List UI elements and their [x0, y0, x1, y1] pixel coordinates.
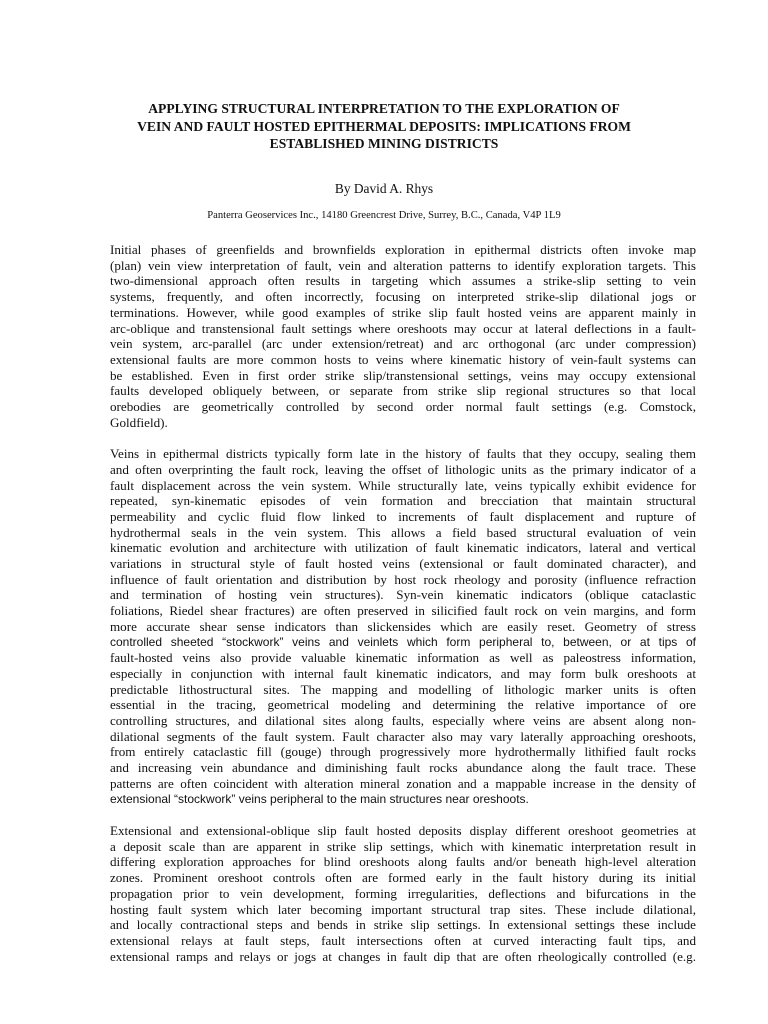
text-line: and locally contractional steps and bends in strike slip settings. In extensional settings these include — [110, 917, 696, 933]
text-line: be established. Even in first order strike slip/transtensional settings, veins may occupy extensional — [110, 367, 696, 383]
text-line: permeability and cyclic fluid flow linked to increments of fault displacement and rupture of — [110, 508, 696, 524]
author-affiliation: Panterra Geoservices Inc., 14180 Greencrest Drive, Surrey, B.C., Canada, V4P 1L9 — [207, 210, 561, 221]
text-line: foliations, Riedel shear fractures) are often preserved in silicified fault rock on vein margins, and form — [110, 603, 696, 619]
abstract-body — [110, 242, 696, 980]
text-line: variations in structural style of fault hosted veins (extensional or fault dominated character), and — [110, 556, 696, 572]
text-line: controlling structures, and dilational sites along faults, especially where veins are absent along non- — [110, 713, 696, 729]
paper-title — [100, 100, 668, 153]
text-line: and often overprinting the fault rock, leaving the offset of lithologic units as the primary indicator of a — [110, 461, 696, 477]
text-line: more accurate shear sense indicators than slickensides which are easily reset. Geometry of stress — [110, 618, 696, 634]
text-line: extensional ramps and relays or jogs at changes in fault dip that are often rheologically controlled (e.g. — [110, 948, 696, 964]
title-line: APPLYING STRUCTURAL INTERPRETATION TO THE EXPLORATION OF — [148, 101, 620, 116]
text-line: zones. Prominent oreshoot controls often are formed early in the fault history during its initial — [110, 870, 696, 886]
text-line: patterns are often coincident with alteration mineral zonation and a mappable increase in the density of — [110, 775, 696, 791]
text-line: arc-oblique and transtensional fault settings where oreshoots may occur at lateral deflections in a fault- — [110, 320, 696, 336]
text-line: fault displacement across the vein system. While structurally late, veins typically exhibit evidence for — [110, 477, 696, 493]
title-line: ESTABLISHED MINING DISTRICTS — [269, 136, 499, 151]
text-line: orebodies are geometrically controlled by second order normal fault settings (e.g. Comstock, — [110, 399, 696, 415]
text-line: hosting fault system which later becoming important structural trap sites. These include dilational, — [110, 901, 696, 917]
text-line: and increasing vein abundance and diminishing fault rocks abundance along the fault trace. These — [110, 760, 696, 776]
text-line: Veins in epithermal districts typically form late in the history of faults that they occupy, sealing them — [110, 446, 696, 462]
text-line: vein system, arc-parallel (arc under extension/retreat) and arc orthogonal (arc under compression) — [110, 336, 696, 352]
paragraph-3 — [110, 823, 696, 964]
text-line: especially in conjunction with internal fault kinematic indicators, and may form bulk oreshoots at — [110, 665, 696, 681]
text-line: essential in the tracing, geometrical modeling and determining the relative importance of ore — [110, 697, 696, 713]
text-line: controlled sheeted “stockwork” veins and veinlets which form peripheral to, between, or at tips of — [110, 634, 696, 649]
text-line: two-dimensional approach often results in targeting which assumes a strike-slip setting to vein — [110, 273, 696, 289]
text-line: extensional relays at fault steps, fault intersections often at curved interacting fault tips, and — [110, 932, 696, 948]
text-line: terminations. However, while good examples of strike slip fault hosted veins are apparent mainly in — [110, 304, 696, 320]
text-line: faults developed obliquely between, or separate from strike slip regional structures so that local — [110, 383, 696, 399]
text-line: influence of fault orientation and distribution by host rock rheology and porosity (influence refraction — [110, 571, 696, 587]
text-line: kinematic evolution and architecture with utilization of fault kinematic indicators, lateral and vertical — [110, 540, 696, 556]
text-line: differing exploration approaches for blind oreshoots along faults and/or beneath high-level alteration — [110, 854, 696, 870]
text-line: dilational segments of the fault system. Fault character also may vary laterally approaching oreshoots, — [110, 728, 696, 744]
text-line: propagation prior to vein development, forming irregularities, deflections and bifurcations in the — [110, 885, 696, 901]
text-line: hydrothermal seals in the vein system. This allows a field based structural evaluation of vein — [110, 524, 696, 540]
text-line: systems, frequently, and often incorrectly, focusing on interpreted strike-slip dilational jogs or — [110, 289, 696, 305]
text-line: Initial phases of greenfields and brownfields exploration in epithermal districts often invoke map — [110, 242, 696, 257]
title-line: VEIN AND FAULT HOSTED EPITHERMAL DEPOSITS: IMPLICATIONS FROM — [137, 118, 631, 134]
text-line: fault-hosted veins also provide valuable kinematic information as well as paleostress information, — [110, 650, 696, 666]
paragraph-1 — [110, 242, 696, 430]
text-line: predictable lithostructural sites. The mapping and modelling of lithologic marker units is often — [110, 681, 696, 697]
paragraph-2 — [110, 446, 696, 807]
text-line: a deposit scale than are apparent in strike slip settings, which with kinematic interpretation result in — [110, 838, 696, 854]
text-line: extensional “stockwork” veins peripheral to the main structures near oreshoots. — [110, 791, 529, 806]
text-line: and termination of hosting vein structures). Syn-vein kinematic indicators (oblique cataclastic — [110, 587, 696, 603]
text-line: Goldfield). — [110, 414, 168, 430]
text-line: (plan) vein view interpretation of fault, vein and alteration patterns to identify exploration targets. This — [110, 257, 696, 273]
text-line: Extensional and extensional-oblique slip fault hosted deposits display different oreshoot geometries at — [110, 822, 696, 838]
text-line: extensional faults are more common hosts to veins where kinematic history of vein-fault systems can — [110, 351, 696, 367]
text-line: from entirely cataclastic fill (gouge) through progressively more hydrothermally lithified fault rocks — [110, 744, 696, 760]
text-line: repeated, syn-kinematic episodes of vein formation and brecciation that maintain structural — [110, 493, 696, 509]
author-byline: By David A. Rhys — [334, 181, 434, 196]
